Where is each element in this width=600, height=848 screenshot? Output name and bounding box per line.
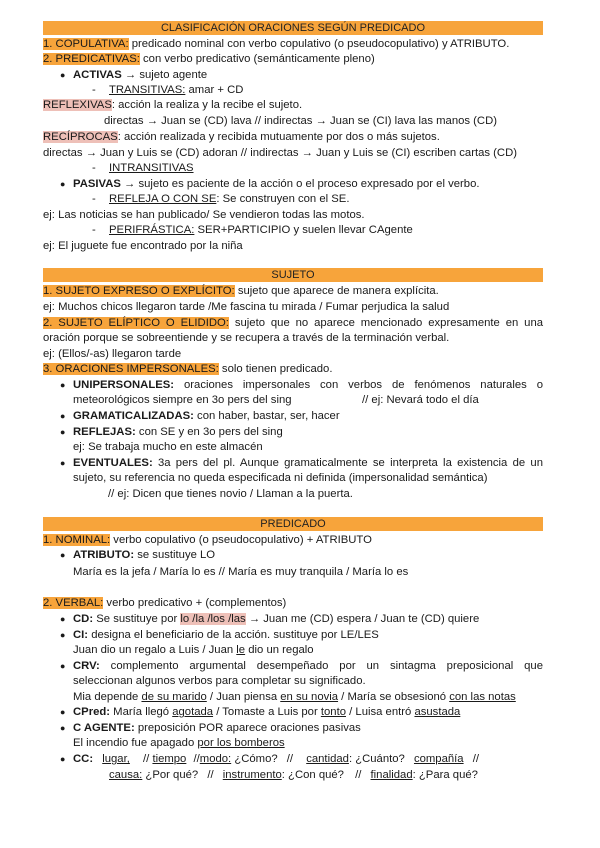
cagente-label: C AGENTE: [73,722,135,734]
reciprocas-example: directas → Juan y Luis se (CD) adoran // indirectas → Juan y Luis se (CI) escriben cartas (CD) [43,147,518,159]
sujeto-eliptico-text: sujeto que no aparece mencionado expresamente en una oración porque se sobreentiende y se recupera a través de la terminación verbal. [43,317,544,344]
predicativas-line [43,52,375,66]
bullet-icon: ● [60,458,66,468]
cagente-example-underlined: por los bomberos [197,737,285,749]
reflejas-example: ej: Se trabaja mucho en este almacén [73,441,263,453]
cd-pronouns: lo /la /los /las [180,613,246,625]
sujeto-eliptico-example: ej: (Ellos/-as) llegaron tarde [43,348,182,360]
verbal-label: 2. VERBAL: [43,597,104,609]
crv-example-part: / Juan piensa [206,691,281,703]
separator: // [286,753,294,765]
crv-example-underlined: con las notas [449,691,516,703]
nominal-label: 1. NOMINAL: [43,534,111,546]
cagente-example-part: El incendio fue apagado [73,737,198,749]
unipersonales-example: // ej: Nevará todo el día [362,394,479,406]
cpred-part: / Tomaste a Luis por [213,706,321,718]
cc-line-2 [109,768,478,782]
gramaticalizadas-line [73,409,340,423]
verbal-text: verbo predicativo + (complementos) [103,597,287,609]
eventuales-text: 3a pers del pl. Aunque gramaticalmente se interpreta la existencia de un sujeto, su referencia no queda especificada ni definida (impersonalidad semántica) [73,457,543,484]
cc-cantidad: cantidad [306,753,349,765]
ci-line [73,628,379,642]
cd-text: Se sustituye por [93,613,181,625]
eventuales-label: EVENTUALES: [73,457,153,469]
refleja-line [109,192,349,206]
cc-causa: causa: [109,769,143,781]
cpred-part: / Luisa entró [346,706,415,718]
dash-icon: - [92,224,96,236]
pasivas-line [73,177,480,191]
cc-tiempo: tiempo [152,753,187,765]
transitivas-line [109,83,243,97]
cpred-part: María llegó [110,706,173,718]
eventuales-example: // ej: Dicen que tienes novio / Llaman a la puerta. [108,488,353,500]
atributo-label: ATRIBUTO: [73,549,135,561]
crv-example-part: / María se obsesionó [338,691,450,703]
pasivas-label: PASIVAS → [73,178,136,190]
crv-paragraph [73,659,543,689]
reflexivas-example: directas → Juan se (CD) lava // indirectas → Juan se (CI) lava las manos (CD) [104,115,498,127]
section-header-clasificacion: CLASIFICACIÓN ORACIONES SEGÚN PREDICADO [43,21,543,35]
crv-example [73,690,516,704]
cc-finalidad: finalidad [370,769,413,781]
dash-icon: - [92,162,96,174]
predicativas-label: 2. PREDICATIVAS: [43,53,140,65]
perifrastica-example: ej: El juguete fue encontrado por la niña [43,240,243,252]
bullet-icon: ● [60,614,66,624]
sujeto-expreso-line [43,284,439,298]
activas-label: ACTIVAS → [73,69,137,81]
nominal-line [43,533,372,547]
bullet-icon: ● [60,723,66,733]
activas-line [73,68,207,82]
atributo-example: María es la jefa / María lo es // María es muy tranquila / María lo es [73,566,409,578]
copulativa-label: 1. COPULATIVA: [43,38,129,50]
sujeto-expreso-text: sujeto que aparece de manera explícita. [234,285,439,297]
dash-icon: - [92,84,96,96]
cc-modo: modo: [199,753,232,765]
nominal-text: verbo copulativo (o pseudocopulativo) + ATRIBUTO [110,534,372,546]
cd-line [73,612,479,626]
cc-label: CC: [73,753,94,765]
ci-text: designa el beneficiario de la acción. sustituye por LE/LES [88,629,379,641]
cagente-line [73,721,361,735]
cd-label: CD: [73,613,94,625]
reciprocas-line [43,130,440,144]
bullet-icon: ● [60,411,66,421]
verbal-line [43,596,286,610]
bullet-icon: ● [60,70,66,80]
copulativa-line [43,37,509,51]
transitivas-text: amar + CD [185,84,244,96]
crv-label: CRV: [73,660,100,672]
cpred-underlined: asustada [414,706,461,718]
dash-icon: - [92,193,96,205]
bullet-icon: ● [60,380,66,390]
bullet-icon: ● [60,707,66,717]
reciprocas-text: : acción realizada y recibida mutuamente por dos o más sujetos. [117,131,440,143]
gramaticalizadas-text: con haber, bastar, ser, hacer [193,410,340,422]
transitivas-label: TRANSITIVAS: [109,84,186,96]
refleja-example: ej: Las noticias se han publicado/ Se vendieron todas las motos. [43,209,365,221]
pasivas-text: sujeto es paciente de la acción o el proceso expresado por el verbo. [135,178,480,190]
cc-causa-question: ¿Por qué? [142,769,199,781]
refleja-label: REFLEJA O CON SE [109,193,217,205]
cc-modo-question: ¿Cómo? [231,753,278,765]
intransitivas-line [109,161,194,175]
crv-example-underlined: de su marido [141,691,207,703]
gramaticalizadas-label: GRAMATICALIZADAS: [73,410,194,422]
perifrastica-line [109,223,413,237]
cd-example: → Juan me (CD) espera / Juan te (CD) quiere [245,613,480,625]
ci-example-le: le [236,644,246,656]
intransitivas-label: INTRANSITIVAS [109,162,194,174]
bullet-icon: ● [60,550,66,560]
ci-example-part: Juan dio un regalo a Luis / Juan [73,644,237,656]
cc-lugar: lugar, [102,753,130,765]
separator: // [143,753,150,765]
cpred-underlined: agotada [172,706,214,718]
activas-text: sujeto agente [136,69,208,81]
cc-compania: compañía [413,753,464,765]
sujeto-eliptico-label: 2. SUJETO ELÍPTICO O ELIDIDO: [43,317,229,329]
impersonales-line [43,362,332,376]
sujeto-eliptico-paragraph [43,316,543,346]
predicativas-text: con verbo predicativo (semánticamente pleno) [139,53,375,65]
cc-instrumento-question: : ¿Con qué? [281,769,344,781]
cpred-label: CPred: [73,706,111,718]
separator: // [193,753,200,765]
crv-text: complemento argumental desempeñado por un sintagma preposicional que seleccionan algunos verbos para completar su significado. [73,660,543,687]
sujeto-expreso-example: ej: Muchos chicos llegaron tarde /Me fascina tu mirada / Fumar perjudica la salud [43,301,450,313]
section-header-sujeto: SUJETO [43,268,543,282]
bullet-icon: ● [60,661,66,671]
cpred-underlined: tonto [320,706,346,718]
reflexivas-text: : acción la realiza y la recibe el sujeto. [111,99,303,111]
reflexivas-line [43,98,302,112]
sujeto-expreso-label: 1. SUJETO EXPRESO O EXPLÍCITO: [43,285,235,297]
reflejas-text: con SE y en 3o pers del sing [135,426,283,438]
reflejas-line [73,425,283,439]
impersonales-text: solo tienen predicado. [218,363,333,375]
separator: // [355,769,362,781]
ci-example [73,643,314,657]
section-header-predicado: PREDICADO [43,517,543,531]
separator: // [207,769,214,781]
reciprocas-label: RECÍPROCAS [43,131,118,143]
cagente-example [73,736,285,750]
perifrastica-text: SER+PARTICIPIO y suelen llevar CAgente [194,224,413,236]
crv-example-part: Mia depende [73,691,142,703]
copulativa-text: predicado nominal con verbo copulativo (o pseudocopulativo) y ATRIBUTO. [128,38,510,50]
unipersonales-label: UNIPERSONALES: [73,379,175,391]
atributo-text: se sustituye LO [134,549,216,561]
cc-cantidad-question: : ¿Cuánto? [348,753,405,765]
bullet-icon: ● [60,630,66,640]
bullet-icon: ● [60,179,66,189]
bullet-icon: ● [60,427,66,437]
bullet-icon: ● [60,754,66,764]
atributo-line [73,548,215,562]
reflejas-label: REFLEJAS: [73,426,136,438]
perifrastica-label: PERIFRÁSTICA: [109,224,195,236]
reflexivas-label: REFLEXIVAS [43,99,112,111]
separator: // [472,753,480,765]
ci-example-part: dio un regalo [245,644,314,656]
cc-finalidad-question: : ¿Para qué? [412,769,478,781]
refleja-text: : Se construyen con el SE. [216,193,350,205]
eventuales-paragraph [73,456,543,486]
cc-instrumento: instrumento [222,769,282,781]
unipersonales-text: oraciones impersonales con verbos de fenómenos naturales o meteorológicos siempre en 3o pers del sing [73,379,543,406]
cagente-text: preposición POR aparece oraciones pasivas [134,722,361,734]
crv-example-underlined: en su novia [280,691,339,703]
ci-label: CI: [73,629,89,641]
cpred-line [73,705,460,719]
cc-line-1 [73,752,479,766]
impersonales-label: 3. ORACIONES IMPERSONALES: [43,363,219,375]
